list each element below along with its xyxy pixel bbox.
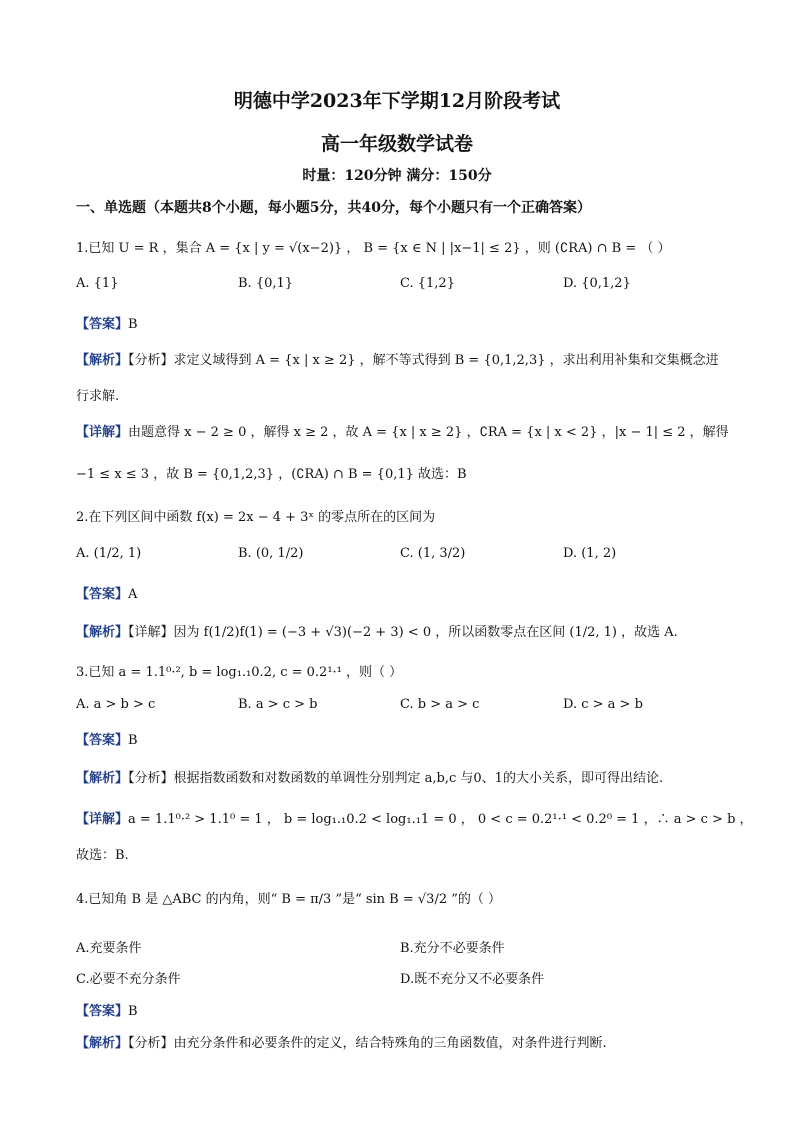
q4-option-a: A.充要条件 (76, 941, 142, 956)
detail-text: 因为 f(1/2)f(1) = (−3 + √3)(−2 + 3) < 0 ，所以函数零点在区间 (1/2, 1) ，故选 A. (173, 625, 678, 640)
q1-option-c: C. {1,2} (400, 276, 455, 291)
q3-analysis (76, 767, 663, 786)
answer-tag: 【答案】 (76, 733, 129, 748)
detail-tag: 【详解】 (128, 625, 174, 640)
q1-answer (76, 313, 138, 332)
exam-meta: 时量：120分钟 满分：150分 (302, 168, 492, 184)
question-1-stem: 1.已知 U = R ，集合 A = {x | y = √(x−2)} ， B = {x ∈ N | |x−1| ≤ 2} ，则 (∁RA) ∩ B = （ ） (76, 241, 671, 256)
analysis-text: 求定义域得到 A = {x | x ≥ 2} ，解不等式得到 B = {0,1,2,3} ，求出利用补集和交集概念进 (173, 353, 719, 368)
q1-analysis-cont: 行求解. (76, 389, 120, 404)
section-heading: 一、单选题（本题共8个小题，每小题5分，共40分，每个小题只有一个正确答案） (76, 200, 591, 216)
analysis-text: 根据指数函数和对数函数的单调性分别判定 a,b,c 与0、1的大小关系，即可得出结论. (173, 771, 664, 786)
q2-option-d: D. (1, 2) (563, 546, 617, 561)
detail-tag: 【详解】 (76, 812, 129, 827)
question-4-stem: 4.已知角 B 是 △ABC 的内角，则“ B = π/3 ”是“ sin B = √3/2 ”的（ ） (76, 892, 502, 907)
analysis-tag: 【解析】 (76, 1036, 129, 1051)
q1-option-b: B. {0,1} (238, 276, 294, 291)
q1-detail (76, 421, 729, 440)
q4-option-c: C.必要不充分条件 (76, 972, 181, 987)
answer-value: A (128, 587, 138, 602)
q1-option-d: D. {0,1,2} (563, 276, 631, 291)
q3-detail (76, 808, 753, 827)
analysis-sub-tag: 【分析】 (128, 353, 174, 368)
question-3-stem: 3.已知 a = 1.1⁰·², b = log₁.₁0.2, c = 0.2¹·¹ ，则（ ） (76, 665, 403, 680)
analysis-sub-tag: 【分析】 (128, 771, 174, 786)
answer-tag: 【答案】 (76, 587, 129, 602)
answer-tag: 【答案】 (76, 1004, 129, 1019)
q4-answer (76, 1000, 138, 1019)
answer-value: B (128, 317, 138, 332)
q1-analysis (76, 349, 719, 368)
detail-text: a = 1.1⁰·² > 1.1⁰ = 1 ， b = log₁.₁0.2 < log₁.₁1 = 0 ， 0 < c = 0.2¹·¹ < 0.2⁰ = 1 ，∴ a > c > b ， (128, 812, 753, 827)
answer-value: B (128, 1004, 138, 1019)
q3-option-b: B. a > c > b (238, 697, 318, 712)
analysis-tag: 【解析】 (76, 625, 129, 640)
q3-detail-cont: 故选：B. (76, 848, 129, 863)
q2-analysis (76, 621, 678, 640)
q3-answer (76, 729, 138, 748)
analysis-text: 由充分条件和必要条件的定义，结合特殊角的三角函数值，对条件进行判断. (173, 1036, 607, 1051)
analysis-tag: 【解析】 (76, 353, 129, 368)
q4-option-d: D.既不充分又不必要条件 (400, 972, 545, 987)
q1-detail-cont: −1 ≤ x ≤ 3 ，故 B = {0,1,2,3} ，(∁RA) ∩ B = {0,1} 故选：B (76, 467, 467, 482)
q4-option-b: B.充分不必要条件 (400, 941, 505, 956)
q3-option-a: A. a > b > c (76, 697, 156, 712)
analysis-sub-tag: 【分析】 (128, 1036, 174, 1051)
detail-text: 由题意得 x − 2 ≥ 0 ，解得 x ≥ 2 ，故 A = {x | x ≥ 2} ，∁RA = {x | x < 2} ，|x − 1| ≤ 2 ，解得 (128, 425, 729, 440)
q2-option-b: B. (0, 1/2) (238, 546, 304, 561)
q2-answer (76, 583, 137, 602)
q3-option-d: D. c > a > b (563, 697, 643, 712)
exam-subtitle: 高一年级数学试卷 (320, 133, 473, 155)
q3-option-c: C. b > a > c (400, 697, 480, 712)
q2-option-a: A. (1/2, 1) (76, 546, 142, 561)
q2-option-c: C. (1, 3/2) (400, 546, 466, 561)
exam-title: 明德中学2023年下学期12月阶段考试 (233, 90, 561, 112)
analysis-tag: 【解析】 (76, 771, 129, 786)
question-2-stem: 2.在下列区间中函数 f(x) = 2x − 4 + 3ˣ 的零点所在的区间为 (76, 510, 436, 525)
q1-option-a: A. {1} (76, 276, 119, 291)
answer-value: B (128, 733, 138, 748)
detail-tag: 【详解】 (76, 425, 129, 440)
q4-analysis (76, 1032, 607, 1051)
answer-tag: 【答案】 (76, 317, 129, 332)
